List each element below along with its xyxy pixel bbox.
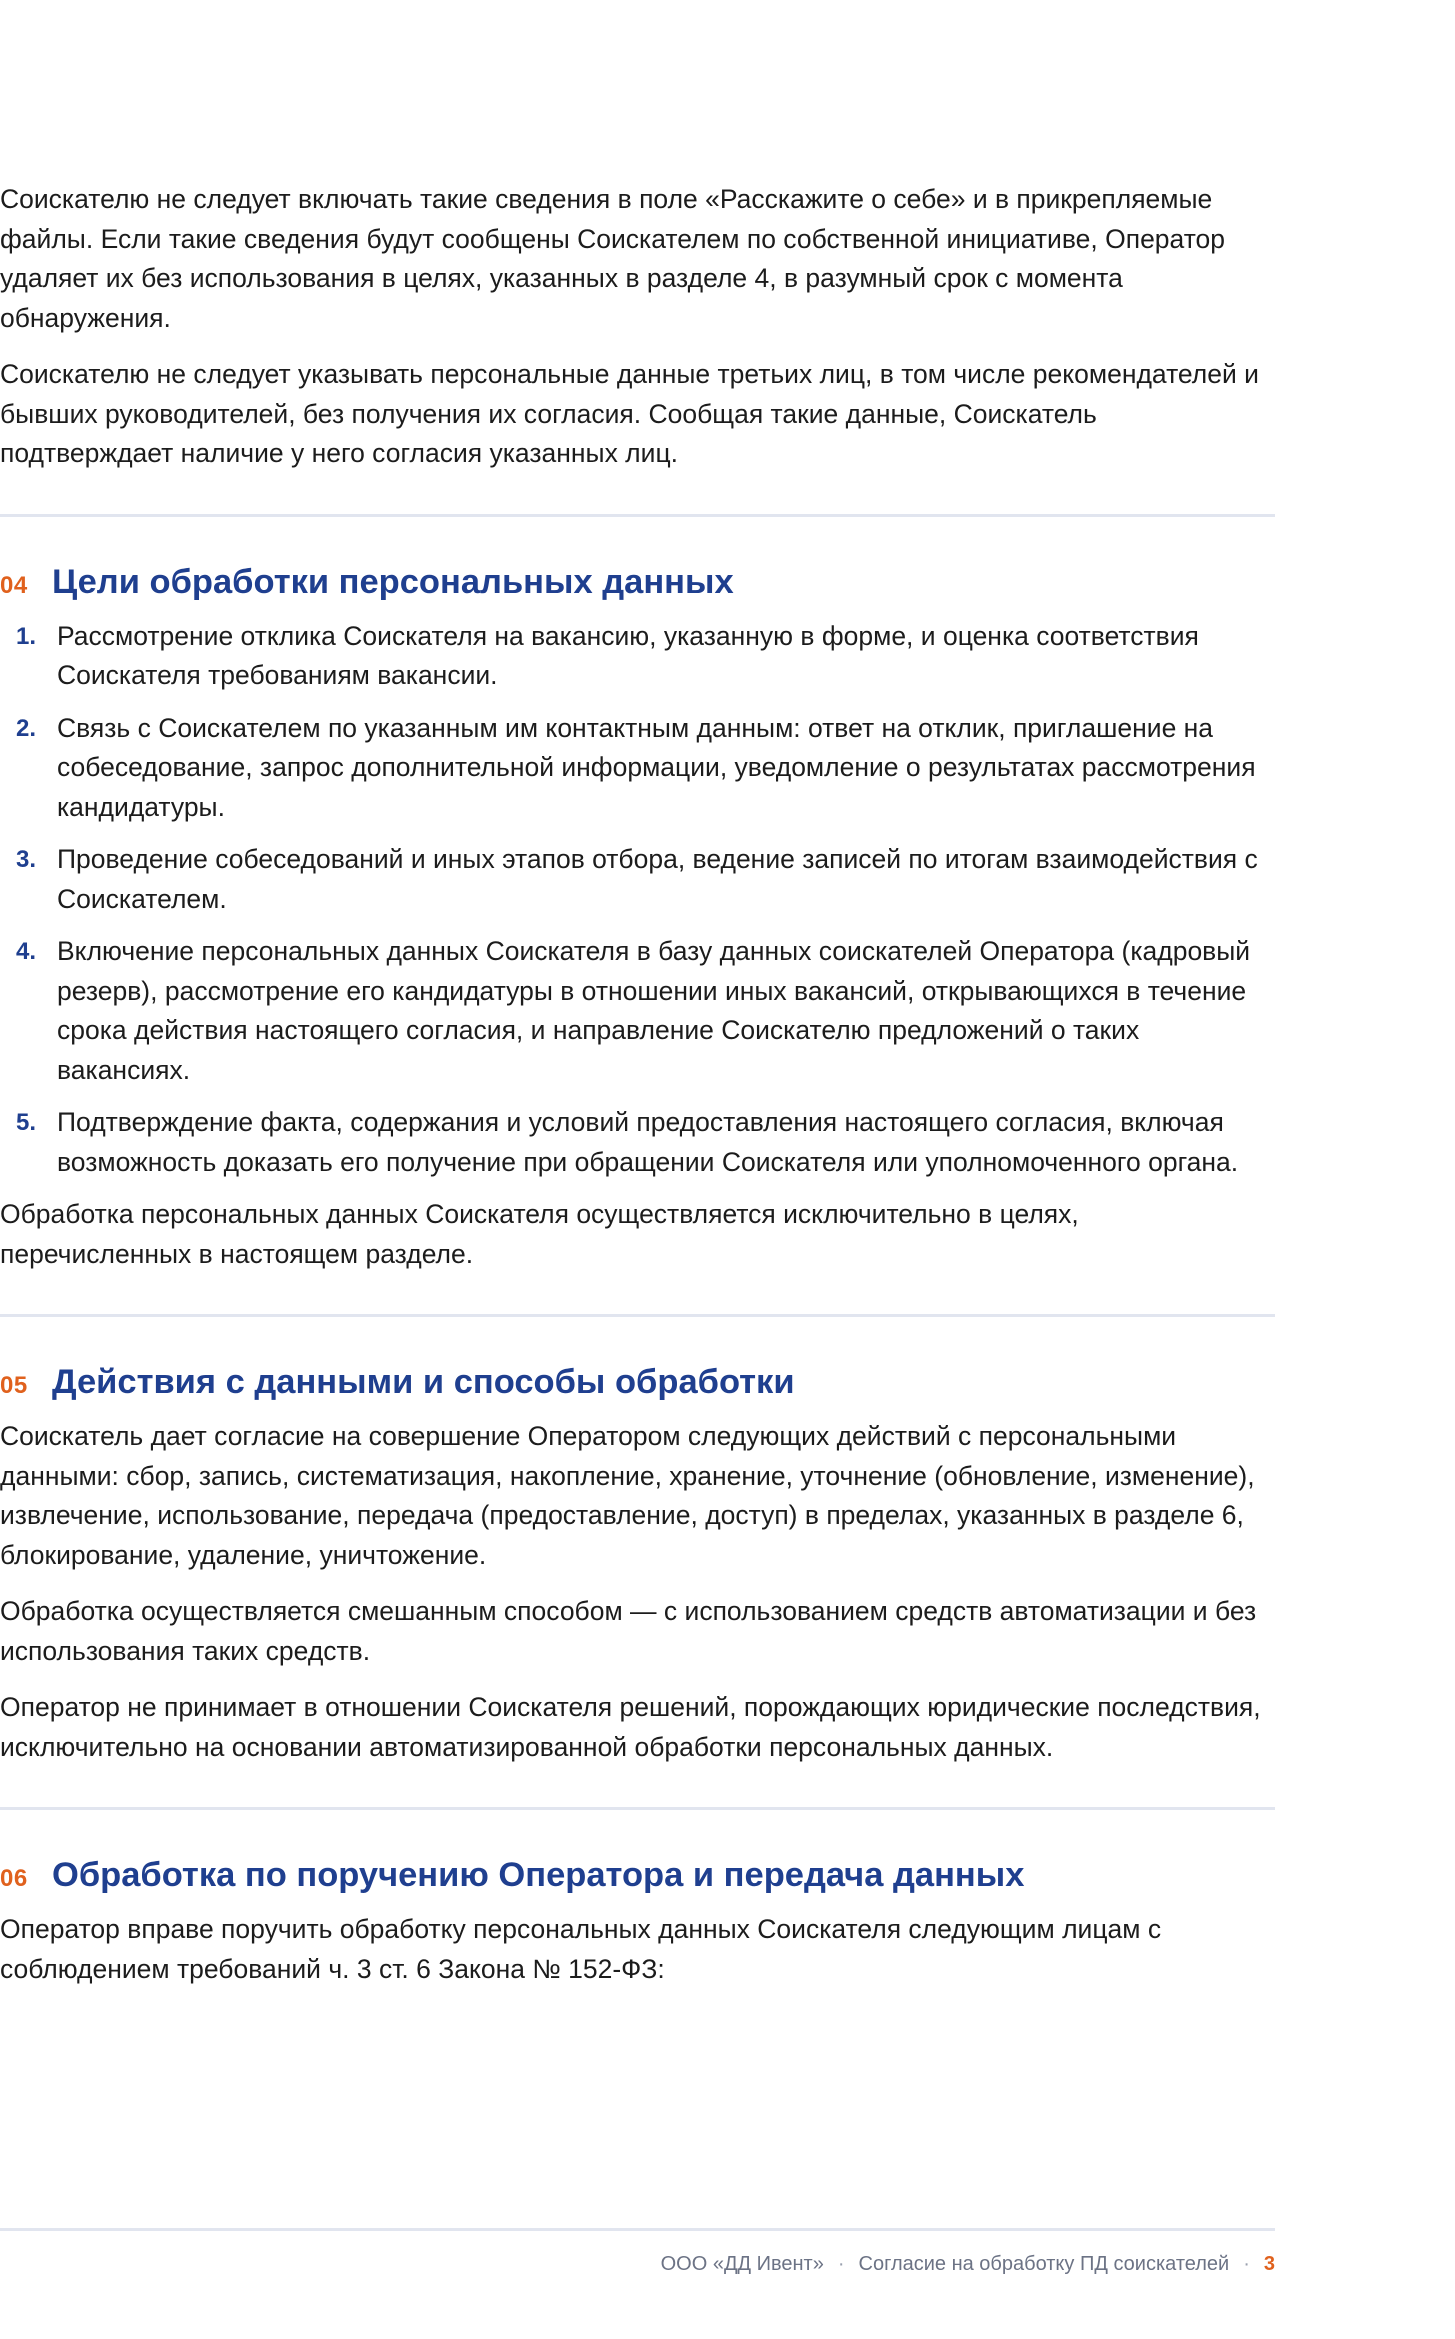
list-item: [0, 617, 1275, 696]
list-item-number: 5.: [16, 1109, 37, 1136]
list-item-number: 4.: [16, 938, 37, 965]
list-item-number: 1.: [16, 622, 37, 650]
list-item-text: Включение персональных данных Соискателя в базу данных соискателей Оператора (кадровый резерв), рассмотрение его кандидатуры в отношении иных вакансий, открывающихся в течение срока действия настоящего согласия, и направление Соискателю предложений о таких вакансиях.: [57, 936, 1251, 1085]
section-6-paragraph-1: Оператор вправе поручить обработку персональных данных Соискателя следующим лицам с соблюдением требований ч. 3 ст. 6 Закона № 152-ФЗ:: [0, 1914, 1162, 1984]
list-item-text: Проведение собеседований и иных этапов отбора, ведение записей по итогам взаимодействия с Соискателем.: [57, 844, 1258, 914]
list-item-text: Связь с Соискателем по указанным им контактным данным: ответ на отклик, приглашение на собеседование, запрос дополнительной информации, уведомление о результатах рассмотрения кандидатуры.: [57, 712, 1256, 822]
section-5-heading: [0, 1359, 1275, 1405]
list-item-text: Рассмотрение отклика Соискателя на вакансию, указанную в форме, и оценка соответствия Соискателя требованиям вакансии.: [57, 620, 1199, 690]
section-5-title: Действия с данными и способы обработки: [52, 1363, 795, 1401]
section-4-heading: [0, 559, 1275, 605]
page-number: 3: [1263, 2253, 1275, 2275]
section-divider: [0, 514, 1275, 517]
section-6-heading: [0, 1852, 1275, 1898]
section-5-paragraph-2: Обработка осуществляется смешанным способом — с использованием средств автоматизации и без использования таких средств.: [0, 1596, 1257, 1666]
list-item-number: 2.: [16, 714, 37, 742]
page-content: [0, 180, 1275, 2006]
intro-paragraph-2: Соискателю не следует указывать персональные данные третьих лиц, в том числе рекомендателей и бывших руководителей, без получения их согласия. Сообщая такие данные, Соискатель подтверждает наличие у него согласия указанных лиц.: [0, 359, 1259, 468]
section-5-paragraph-3: Оператор не принимает в отношении Соискателя решений, порождающих юридические последствия, исключительно на основании автоматизированной обработки персональных данных.: [0, 1692, 1261, 1762]
section-divider: [0, 1807, 1275, 1810]
list-item: [0, 709, 1275, 828]
section-6-title: Обработка по поручению Оператора и передача данных: [52, 1856, 1025, 1894]
section-5-number: 05: [0, 1372, 28, 1399]
intro-paragraph-1: Соискателю не следует включать такие сведения в поле «Расскажите о себе» и в прикрепляемые файлы. Если такие сведения будут сообщены Соискателем по собственной инициативе, Оператор удаляет их без использования в целях, указанных в разделе 4, в разумный срок с момента обнаружения.: [0, 184, 1226, 333]
section-4-title: Цели обработки персональных данных: [52, 562, 734, 601]
purposes-list: [0, 617, 1275, 1183]
footer-separator: ·: [837, 2253, 845, 2275]
list-item-text: Подтверждение факта, содержания и условий предоставления настоящего согласия, включая возможность доказать его получение при обращении Соискателя или уполномоченного органа.: [57, 1107, 1239, 1177]
footer-document-title: Согласие на обработку ПД соискателей: [858, 2253, 1230, 2275]
section-4-closing-paragraph: Обработка персональных данных Соискателя осуществляется исключительно в целях, перечисленных в настоящем разделе.: [0, 1199, 1079, 1269]
section-6-number: 06: [0, 1865, 28, 1892]
section-divider: [0, 1314, 1275, 1317]
section-4-number: 04: [0, 571, 28, 599]
section-5-paragraph-1: Соискатель дает согласие на совершение Оператором следующих действий с персональными данными: сбор, запись, систематизация, накопление, хранение, уточнение (обновление, изменение), извлечение, использование, передача (предоставление, доступ) в пределах, указанных в разделе 6, блокирование, удаление, уничтожение.: [0, 1421, 1255, 1570]
footer-company: ООО «ДД Ивент»: [660, 2253, 824, 2275]
list-item: [0, 1103, 1275, 1182]
footer-separator: ·: [1243, 2253, 1250, 2275]
list-item: [0, 840, 1275, 919]
list-item: [0, 932, 1275, 1090]
page-footer: [661, 2253, 1275, 2276]
list-item-number: 3.: [16, 846, 37, 873]
footer-divider: [0, 2228, 1275, 2231]
